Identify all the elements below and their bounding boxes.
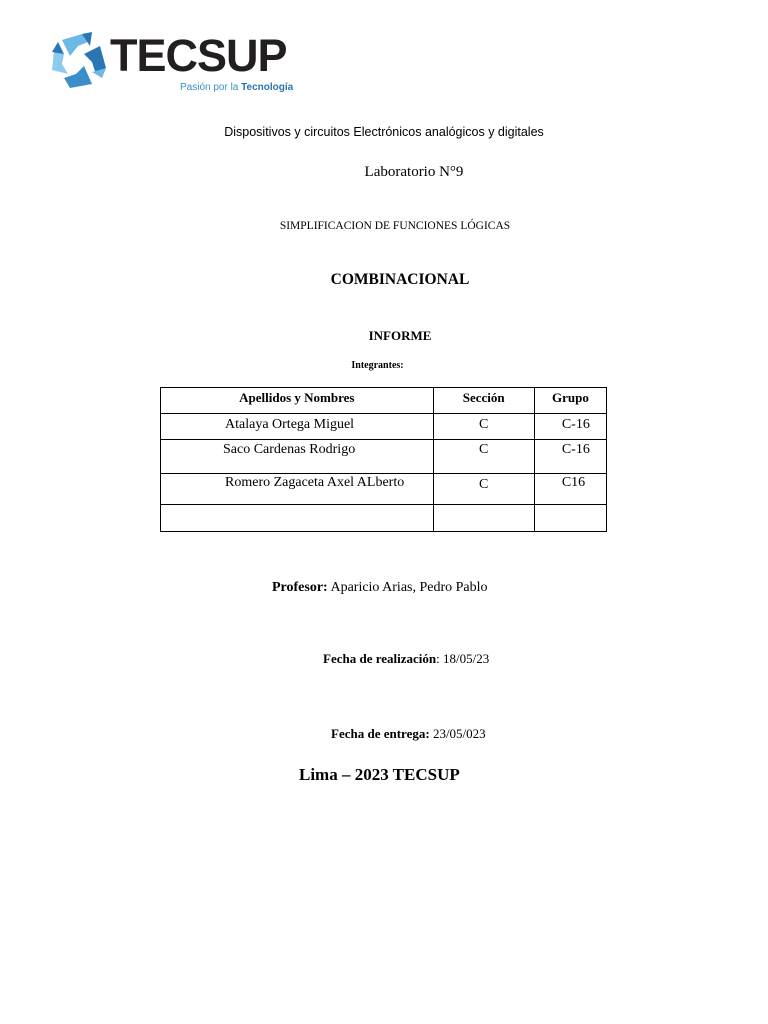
member-group: C16 bbox=[534, 474, 606, 505]
table-header-row bbox=[161, 388, 607, 414]
member-name: Saco Cardenas Rodrigo bbox=[161, 440, 434, 474]
table-row bbox=[161, 414, 607, 440]
header-section: Sección bbox=[433, 388, 534, 414]
subtopic-title: COMBINACIONAL bbox=[330, 271, 470, 288]
member-name: Atalaya Ortega Miguel bbox=[161, 414, 434, 440]
member-group: C-16 bbox=[534, 440, 606, 474]
header-names: Apellidos y Nombres bbox=[161, 388, 434, 414]
table-row bbox=[161, 505, 607, 532]
footer-city-year: Lima – 2023 TECSUP bbox=[299, 765, 460, 784]
report-label: INFORME bbox=[368, 328, 432, 343]
recycle-arrows-logo-icon bbox=[48, 30, 110, 92]
header-group: Grupo bbox=[534, 388, 606, 414]
date-due-label: Fecha de entrega: bbox=[331, 726, 430, 741]
date-due-line bbox=[331, 726, 486, 742]
course-title: Dispositivos y circuitos Electrónicos analógicos y digitales bbox=[224, 125, 544, 139]
professor-line bbox=[272, 580, 488, 596]
date-done-line bbox=[323, 651, 489, 667]
logo-wordmark: TECSUP bbox=[110, 30, 287, 81]
member-name: Romero Zagaceta Axel ALberto bbox=[161, 474, 434, 505]
member-name bbox=[161, 505, 434, 532]
member-section bbox=[433, 505, 534, 532]
members-table bbox=[160, 387, 607, 532]
professor-label: Profesor: bbox=[272, 580, 328, 595]
lab-title: Laboratorio N°9 bbox=[364, 164, 464, 180]
member-group bbox=[534, 505, 606, 532]
member-section: C bbox=[433, 440, 534, 474]
professor-value: Aparicio Arias, Pedro Pablo bbox=[330, 580, 488, 595]
logo-tagline-prefix: Pasión por la bbox=[180, 82, 239, 93]
logo-tagline-bold: Tecnología bbox=[241, 82, 294, 93]
members-label: Integrantes: bbox=[351, 360, 404, 371]
member-section: C bbox=[433, 414, 534, 440]
topic-title: SIMPLIFICACION DE FUNCIONES LÓGICAS bbox=[279, 220, 511, 232]
logo-tagline bbox=[180, 82, 293, 93]
table-row bbox=[161, 474, 607, 505]
member-section: C bbox=[433, 474, 534, 505]
date-done-value: : 18/05/23 bbox=[436, 651, 490, 666]
table-row bbox=[161, 440, 607, 474]
member-group: C-16 bbox=[534, 414, 606, 440]
tecsup-logo bbox=[48, 30, 308, 96]
date-done-label: Fecha de realización bbox=[323, 651, 437, 666]
date-due-value: 23/05/023 bbox=[432, 726, 486, 741]
